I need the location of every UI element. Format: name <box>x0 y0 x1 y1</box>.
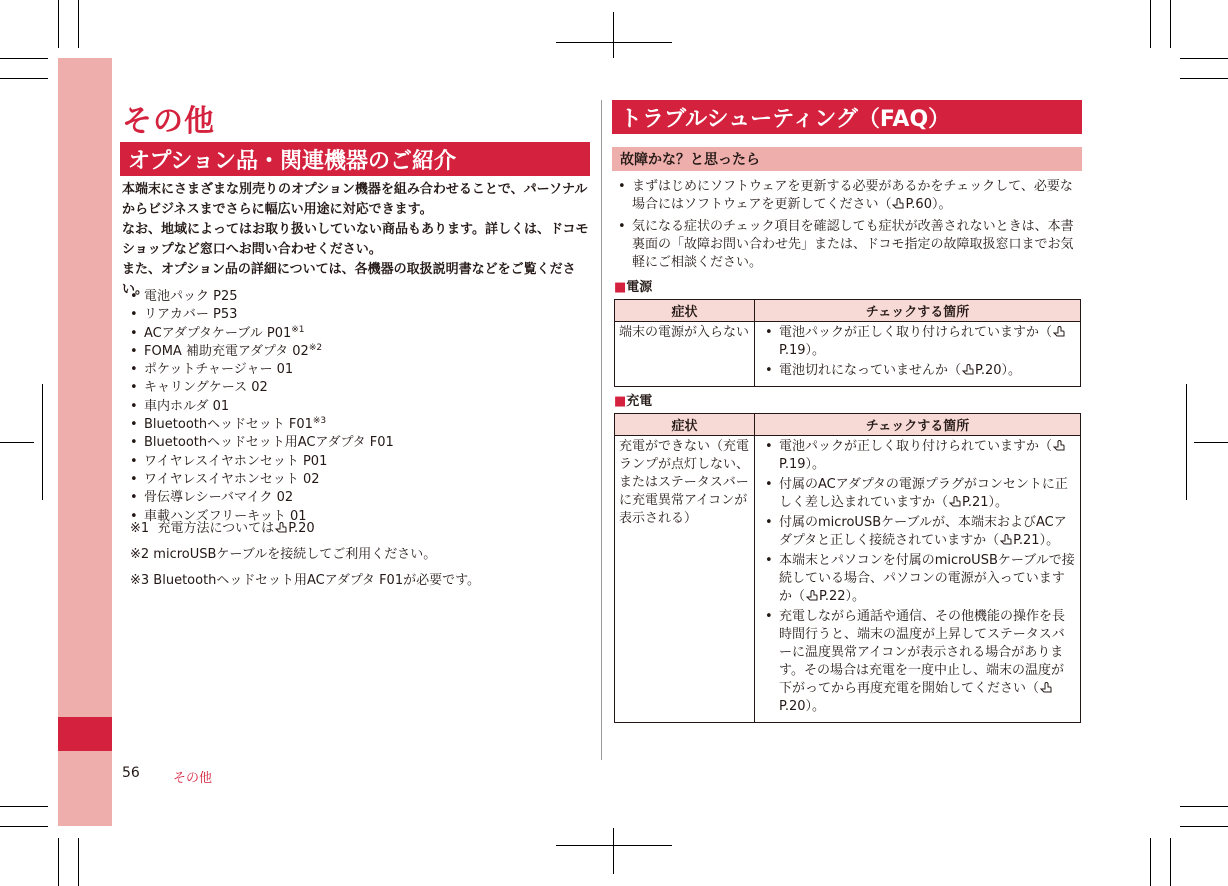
list-item: • 電池パック P25 <box>122 288 394 306</box>
page-reference-icon <box>1040 681 1052 693</box>
footnote-mark: ※2 <box>308 342 323 353</box>
page-title: その他 <box>122 104 215 139</box>
column-header-symptom: 症状 <box>615 300 755 322</box>
column-divider <box>601 100 602 760</box>
power-heading <box>614 276 652 295</box>
crop-mark <box>0 78 48 79</box>
page-reference-icon <box>1000 533 1012 545</box>
footnote-mark: ※3 <box>312 416 327 427</box>
footnote-2: ※2 microUSBケーブルを接続してご利用ください。 <box>130 547 437 562</box>
subsection-title-text: 故障かな？と思ったら <box>620 152 760 168</box>
power-table <box>614 299 1081 387</box>
check-item: • 付属のmicroUSBケーブルが、本端末およびACアダプタと正しく接続されていますか（ P.21）。 <box>759 514 1076 550</box>
crop-mark <box>1194 442 1228 443</box>
crop-mark <box>78 838 79 886</box>
crop-mark <box>0 826 48 827</box>
page-reference[interactable]: P.21 <box>1013 533 1040 548</box>
sidebar-stripe <box>58 58 112 826</box>
crop-mark <box>1150 838 1151 886</box>
page-reference[interactable]: P.22 <box>819 589 846 604</box>
crop-mark <box>1170 0 1171 48</box>
crop-mark <box>1180 806 1228 807</box>
page-reference[interactable]: P.60 <box>905 197 932 212</box>
list-item: • Bluetoothヘッドセット用ACアダプタ F01 <box>122 434 394 452</box>
list-item: • ACアダプタケーブル P01$^{※1}$ <box>122 325 394 343</box>
section-title-faq <box>612 100 1082 134</box>
page-reference-icon <box>1053 439 1065 451</box>
crop-mark <box>613 12 614 58</box>
intro-paragraph: 本端末にさまざまな別売りのオプション機器を組み合わせることで、パーソナルからビジネスまでさらに幅広い用途に対応できます。 <box>122 182 588 217</box>
list-item: • まずはじめにソフトウェアを更新する必要があるかをチェックして、必要な場合にはソフトウェアを更新してください（ P.60）。 <box>612 178 1082 214</box>
page-number: 56 <box>122 765 140 781</box>
crop-mark <box>1170 838 1171 886</box>
power-heading-text: 電源 <box>626 280 653 295</box>
crop-mark <box>1150 0 1151 48</box>
footnote-mark: ※1 <box>291 324 305 335</box>
section-title-options-text: オプション品・関連機器のご紹介 <box>128 148 457 174</box>
list-item: • ワイヤレスイヤホンセット P01 <box>122 453 394 471</box>
page-reference[interactable]: P.20 <box>779 699 806 714</box>
charge-heading <box>614 390 652 409</box>
crop-mark <box>1186 384 1187 500</box>
list-item: • Bluetoothヘッドセット F01$^{※3}$ <box>122 416 394 434</box>
options-intro <box>122 180 592 300</box>
options-list <box>122 288 394 526</box>
check-item: • 電池切れになっていませんか（ P.20）。 <box>759 362 1076 380</box>
crop-mark <box>0 806 48 807</box>
column-header-symptom: 症状 <box>615 414 755 436</box>
symptom-cell: 充電ができない（充電ランプが点灯しない、またはステータスバーに充電異常アイコンが表示される） <box>615 436 755 723</box>
page-reference-icon <box>275 521 287 533</box>
check-item: • 電池パックが正しく取り付けられていますか（P.19）。 <box>759 324 1076 360</box>
column-header-check: チェックする箇所 <box>755 300 1081 322</box>
list-item: • FOMA 補助充電アダプタ 02$^{※2}$ <box>122 343 394 361</box>
intro-paragraph: また、オプション品の詳細については、各機器の取扱説明書などをご覧ください。 <box>122 262 576 297</box>
crop-mark <box>58 838 59 886</box>
check-item: • 充電しながら通話や通信、その他機能の操作を長時間行うと、端末の温度が上昇してステータスバーに温度異常アイコンが表示される場合があります。その場合は充電を一度中止し、端末の温度が下がってから再度充電を開始してください（P.20）。 <box>759 608 1076 716</box>
crop-mark <box>1180 58 1228 59</box>
crop-mark <box>1180 826 1228 827</box>
page-reference[interactable]: P.20 <box>288 521 315 536</box>
page-reference-icon <box>892 197 904 209</box>
check-item: • 付属のACアダプタの電源プラグがコンセントに正しく差し込まれていますか（ P.21）。 <box>759 476 1076 512</box>
check-item: • 電池パックが正しく取り付けられていますか（P.19）。 <box>759 438 1076 474</box>
list-item: • リアカバー P53 <box>122 306 394 324</box>
check-item: • 本端末とパソコンを付属のmicroUSBケーブルで接続している場合、パソコンの電源が入っていますか（ P.22）。 <box>759 552 1076 606</box>
crop-mark <box>556 845 672 846</box>
section-title-faq-text: トラブルシューティング（FAQ） <box>620 106 951 132</box>
list-item: • ワイヤレスイヤホンセット 02 <box>122 471 394 489</box>
crop-mark <box>58 0 59 48</box>
list-item: • 車内ホルダ 01 <box>122 398 394 416</box>
crop-mark <box>0 442 34 443</box>
page-reference-icon <box>1053 325 1065 337</box>
crop-mark <box>0 58 48 59</box>
footer-chapter-label: その他 <box>173 771 213 786</box>
page-reference-icon <box>949 495 961 507</box>
footnote-1: ※1 充電方法については P.20 <box>130 521 315 536</box>
page-reference-icon <box>806 589 818 601</box>
faq-intro-list <box>612 178 1082 276</box>
footnote-3: ※3 Bluetoothヘッドセット用ACアダプタ F01が必要です。 <box>130 573 481 588</box>
list-item: • 骨伝導レシーバマイク 02 <box>122 489 394 507</box>
list-item: • 車載ハンズフリーキット 01 <box>122 508 394 526</box>
square-bullet-icon: ■ <box>614 280 627 295</box>
check-cell <box>755 322 1081 387</box>
subsection-title <box>612 147 1082 171</box>
crop-mark <box>78 0 79 48</box>
crop-mark <box>42 384 43 500</box>
intro-paragraph: なお、地域によってはお取り扱いしていない商品もあります。詳しくは、ドコモショップなど窓口へお問い合わせください。 <box>122 222 589 257</box>
check-cell <box>755 436 1081 723</box>
list-item: • キャリングケース 02 <box>122 379 394 397</box>
list-item: • 気になる症状のチェック項目を確認しても症状が改善されないときは、本書裏面の「故障お問い合わせ先」または、ドコモ指定の故障取扱窓口までお気軽にご相談ください。 <box>612 218 1082 272</box>
charge-table <box>614 413 1081 723</box>
column-header-check: チェックする箇所 <box>755 414 1081 436</box>
symptom-cell: 端末の電源が入らない <box>615 322 755 387</box>
sidebar-chapter-marker <box>58 717 112 751</box>
table-row <box>615 322 1081 387</box>
crop-mark <box>556 42 672 43</box>
crop-mark <box>1180 78 1228 79</box>
crop-mark <box>613 828 614 874</box>
charge-heading-text: 充電 <box>626 394 653 409</box>
page-reference-icon <box>962 363 974 375</box>
page-reference[interactable]: P.20 <box>975 363 1002 378</box>
page-reference[interactable]: P.19 <box>779 457 806 472</box>
list-item: • ポケットチャージャー 01 <box>122 361 394 379</box>
footnotes <box>130 516 480 594</box>
square-bullet-icon: ■ <box>614 394 627 409</box>
table-row <box>615 436 1081 723</box>
page-reference[interactable]: P.21 <box>962 495 989 510</box>
page-reference[interactable]: P.19 <box>779 343 806 358</box>
section-title-options <box>120 142 590 176</box>
